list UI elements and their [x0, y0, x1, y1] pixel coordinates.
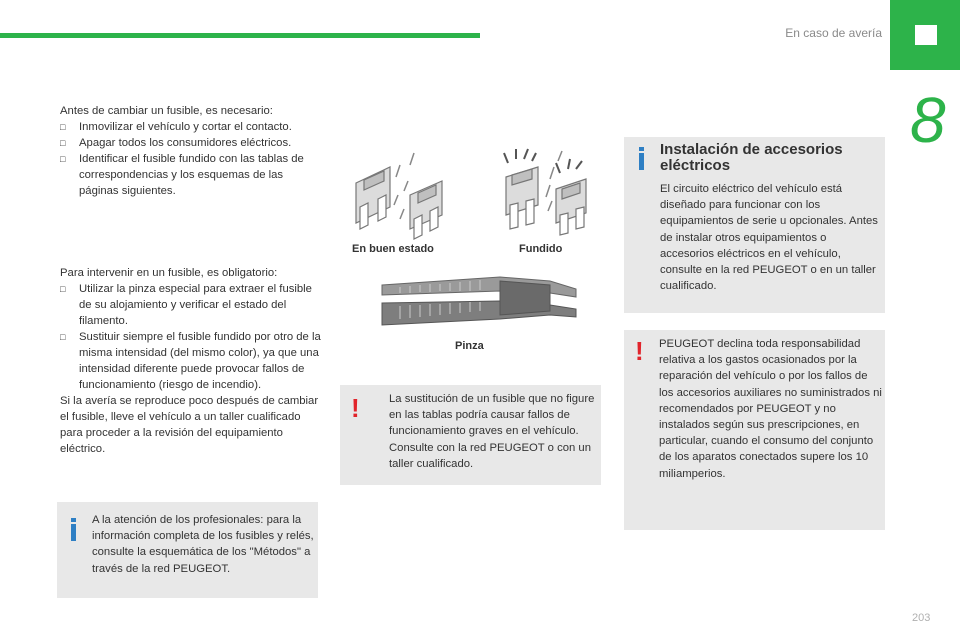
bullet-item — [60, 151, 322, 199]
warning-text: La sustitución de un fusible que no figure en las tablas podría causar fallos de funcionamiento graves en el vehículo. Consulte con la red PEUGEOT o con un taller cualificado. — [389, 393, 595, 470]
bullet-text: Inmovilizar el vehículo y cortar el contacto. — [79, 121, 292, 133]
paragraph: Antes de cambiar un fusible, es necesario: — [60, 105, 273, 117]
good-fuse-1-icon — [356, 167, 390, 229]
fuse-pliers-icon — [380, 275, 580, 330]
fuse-intervention-text — [60, 265, 322, 457]
warning-box-responsibility — [624, 330, 885, 530]
info-box-professionals — [57, 502, 318, 598]
checkbox-bullet-icon: □ — [60, 154, 66, 164]
warning-icon: ! — [635, 336, 644, 366]
fuse-illustration — [350, 145, 590, 245]
paragraph: Para intervenir en un fusible, es obligatorio: — [60, 267, 278, 279]
bullet-item — [60, 135, 322, 151]
good-fuse-2-icon — [410, 181, 442, 239]
bullet-text: Identificar el fusible fundido con las tablas de correspondencias y los esquemas de las páginas siguientes. — [79, 153, 304, 197]
chapter-tab-square-icon — [915, 25, 937, 45]
info-text: El circuito eléctrico del vehículo está diseñado para funcionar con los equipamientos de serie u opcionales. Antes de instalar otros equipamientos o accesorios eléctricos en el vehículo, consulte en la red PEUGEOT o en un taller cualificado. — [660, 183, 878, 293]
checkbox-bullet-icon: □ — [60, 122, 66, 132]
warning-icon: ! — [351, 393, 360, 423]
blown-fuse-1-icon — [506, 167, 538, 229]
spark-lines-icon — [504, 149, 582, 173]
checkbox-bullet-icon: □ — [60, 284, 66, 294]
checkbox-bullet-icon: □ — [60, 138, 66, 148]
info-box-accessories — [624, 137, 885, 313]
blown-fuse-label: Fundido — [519, 243, 563, 255]
fuse-preparation-text — [60, 103, 322, 199]
blown-fuse-2-icon — [556, 179, 586, 235]
page-number: 203 — [912, 612, 931, 624]
box-heading: Instalación de accesorios eléctricos — [660, 141, 843, 174]
bullet-item — [60, 281, 322, 329]
checkbox-bullet-icon: □ — [60, 332, 66, 342]
section-title: En caso de avería — [785, 26, 882, 40]
bullet-text: Sustituir siempre el fusible fundido por otro de la misma intensidad (del mismo color), ya que una intensidad diferente puede provocar fallos de funcionamiento (riesgo de incendio). — [79, 331, 321, 391]
paragraph: Si la avería se reproduce poco después de cambiar el fusible, lleve el vehículo a un taller cualificado para proceder a la revisión del equipamiento eléctrico. — [60, 395, 319, 455]
header-accent-bar — [0, 33, 480, 38]
chapter-tab — [890, 0, 960, 70]
bullet-text: Utilizar la pinza especial para extraer el fusible de su alojamiento y verificar el estado del filamento. — [79, 283, 312, 327]
chapter-number: 8 — [910, 84, 946, 156]
good-fuse-label: En buen estado — [352, 243, 434, 255]
bullet-item — [60, 119, 322, 135]
warning-text: PEUGEOT declina toda responsabilidad relativa a los gastos ocasionados por la reparación del vehículo o por los fallos de los accesorios auxiliares no suministrados ni recomendados por PEUGEOT y no instalados según sus prescripciones, en particular, cuando el consumo del conjunto de los aparatos conectados supere los 10 miliamperios. — [659, 338, 882, 480]
warning-box-unlisted-fuse — [340, 385, 601, 485]
pliers-label: Pinza — [455, 340, 484, 352]
info-text: A la atención de los profesionales: para la información completa de los fusibles y relés, consulte la esquemática de los "Métodos" a través de la red PEUGEOT. — [92, 514, 314, 575]
bullet-text: Apagar todos los consumidores eléctricos. — [79, 137, 292, 149]
bullet-item — [60, 329, 322, 393]
